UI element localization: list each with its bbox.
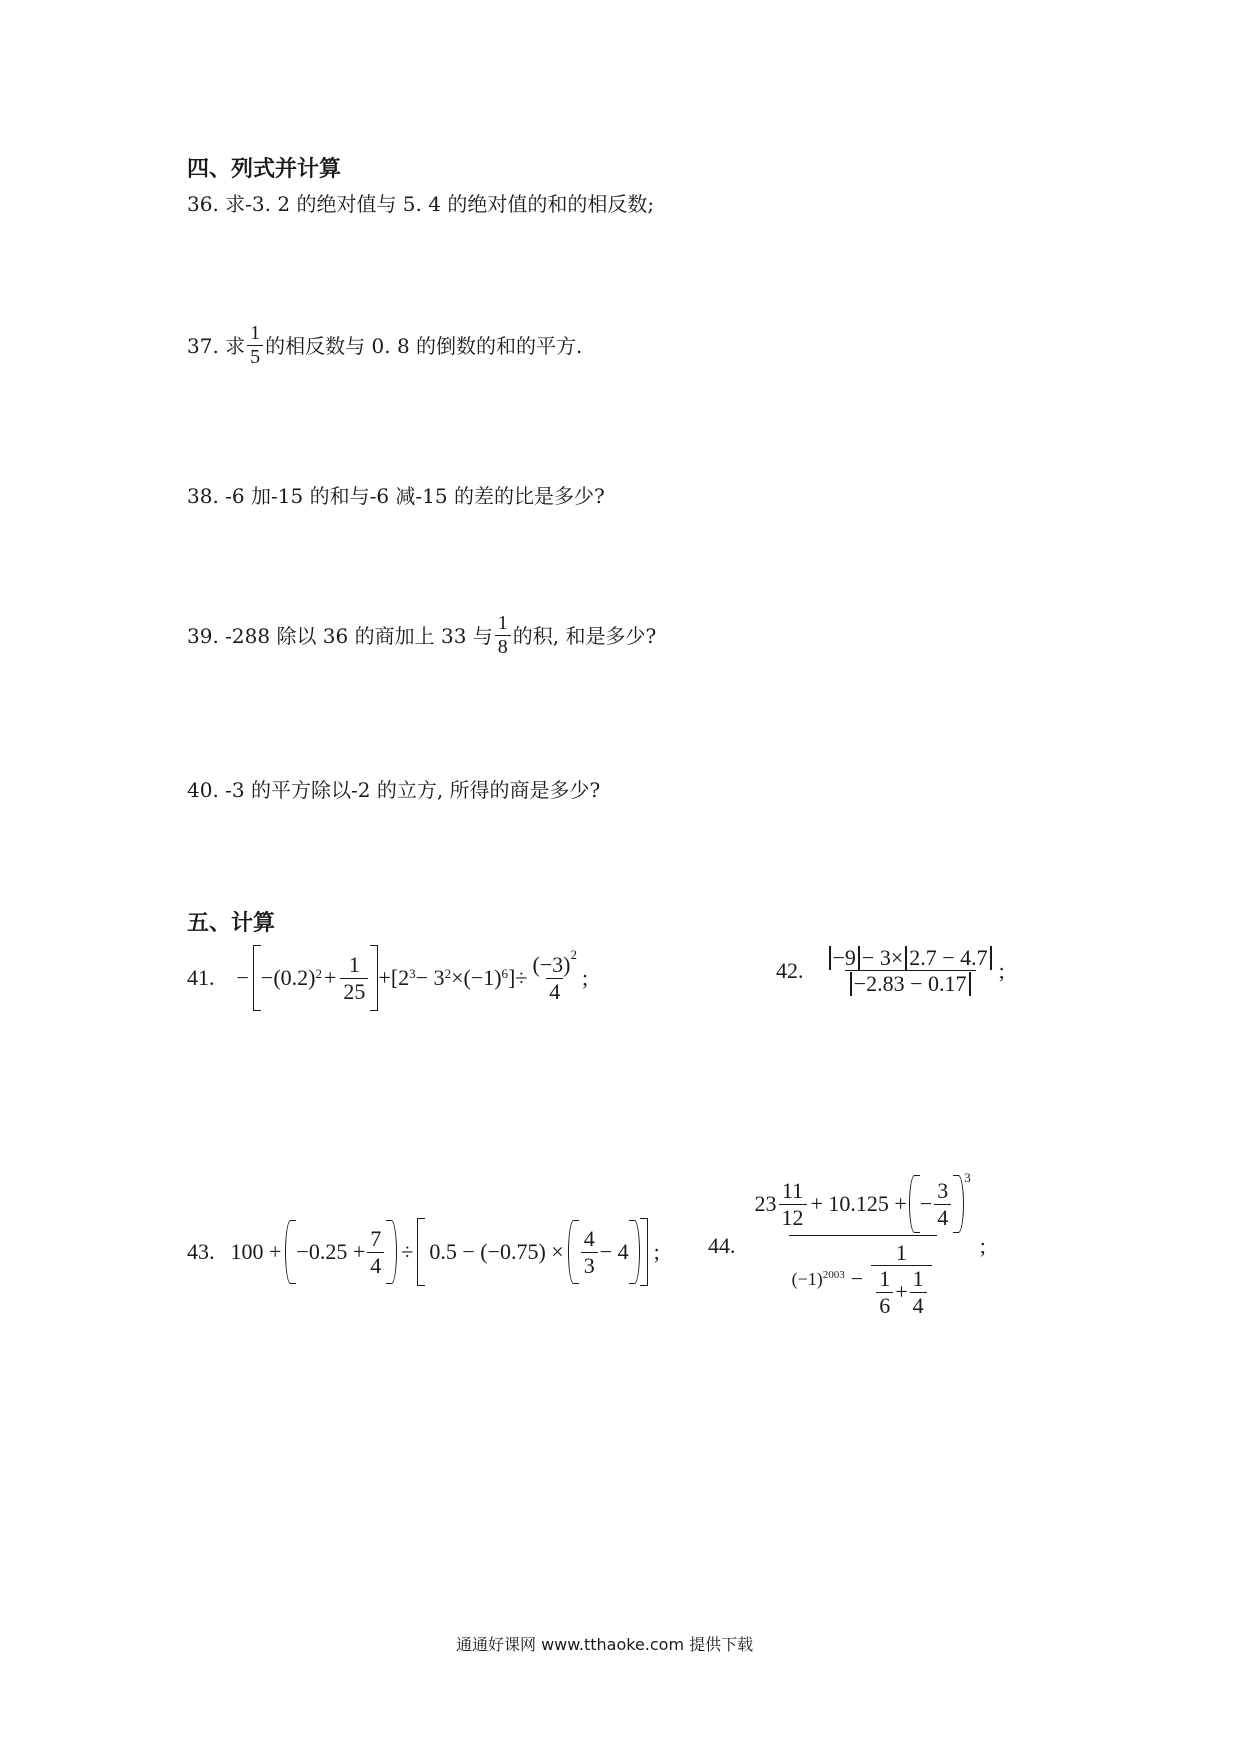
q37-prefix: 37. 求 — [187, 333, 246, 358]
q41-exp2: 3 — [409, 966, 416, 981]
question-40: 40. -3 的平方除以-2 的立方, 所得的商是多少? — [187, 778, 601, 802]
question-36: 36. 求-3. 2 的绝对值与 5. 4 的绝对值的和的相反数; — [187, 192, 655, 216]
footer-credit: 通通好课网 www.tthaoke.com 提供下载 — [456, 1635, 754, 1654]
q41-term3: − 3 — [415, 965, 445, 990]
question-38: 38. -6 加-15 的和与-6 减-15 的差的比是多少? — [187, 484, 605, 508]
q41-fraction1: $\frac{1}{25}$ — [340, 952, 368, 1004]
question-41 — [187, 945, 588, 1011]
q41-minus: − — [236, 965, 249, 990]
q43-right-paren-2 — [629, 1220, 640, 1284]
q42-fraction: −9 − 3× 2.7 − 4.7 −2.83 − 0.17 — [824, 945, 997, 997]
q43-right-bracket — [640, 1218, 648, 1286]
q43-divide: ÷ — [401, 1239, 414, 1264]
q41-exp1: 2 — [315, 966, 322, 981]
q39-suffix: 的积, 和是多少? — [512, 623, 657, 648]
q43-right-paren-1 — [386, 1220, 397, 1284]
q43-term-b: −0.25 + — [296, 1239, 366, 1264]
q42-end: ; — [998, 957, 1005, 983]
q41-term1: −(0.2) — [260, 965, 316, 990]
q44-label: 44. — [708, 1233, 736, 1259]
q43-term-e: − 4 — [599, 1239, 629, 1264]
question-39 — [187, 612, 656, 659]
q41-right-bracket — [370, 945, 378, 1011]
q44-fraction: 23 $\frac{11}{12}$ + 10.125 + − $\frac{3}{4}$ 3 (−1) 2003 − 1 $\frac{1}{6}$ + $\frac{1}{4}$ — [754, 1170, 971, 1318]
q42-label: 42. — [776, 957, 804, 983]
q43-end: ; — [653, 1239, 660, 1264]
q37-fraction: $\frac{1}{5}$ — [247, 322, 263, 369]
q41-end: ; — [582, 965, 589, 990]
q43-term-a: 100 + — [230, 1239, 282, 1264]
q43-fraction1: $\frac{7}{4}$ — [367, 1226, 384, 1278]
q41-left-bracket — [253, 945, 261, 1011]
q41-term5: ]÷ — [508, 965, 528, 990]
q39-fraction: $\frac{1}{8}$ — [495, 612, 511, 659]
q41-term4: ×(−1) — [451, 965, 502, 990]
section-5-title: 五、计算 — [187, 911, 276, 936]
q43-left-bracket — [417, 1218, 425, 1286]
q41-exp3: 2 — [444, 966, 452, 981]
q43-left-paren-1 — [285, 1220, 296, 1284]
q41-term2: +[2 — [378, 965, 410, 990]
q43-fraction2: $\frac{4}{3}$ — [581, 1226, 598, 1278]
q39-prefix: 39. -288 除以 36 的商加上 33 与 — [187, 623, 493, 648]
q43-left-paren-2 — [568, 1220, 579, 1284]
question-44 — [708, 1170, 986, 1318]
q43-label: 43. — [187, 1239, 215, 1264]
q44-end: ; — [979, 1233, 986, 1259]
q41-label: 41. — [187, 965, 215, 990]
question-42 — [776, 945, 1005, 997]
q41-fraction2: $\frac{(-3)^2}{4}$ — [532, 947, 577, 1004]
question-43 — [187, 1218, 660, 1286]
question-37 — [187, 322, 582, 369]
section-4-title: 四、列式并计算 — [187, 157, 342, 182]
q41-plus: + — [323, 965, 337, 990]
q41-exp4: 6 — [501, 966, 509, 981]
q43-term-d: 0.5 − (−0.75) × — [429, 1239, 564, 1264]
q37-suffix: 的相反数与 0. 8 的倒数的和的平方. — [265, 333, 583, 358]
